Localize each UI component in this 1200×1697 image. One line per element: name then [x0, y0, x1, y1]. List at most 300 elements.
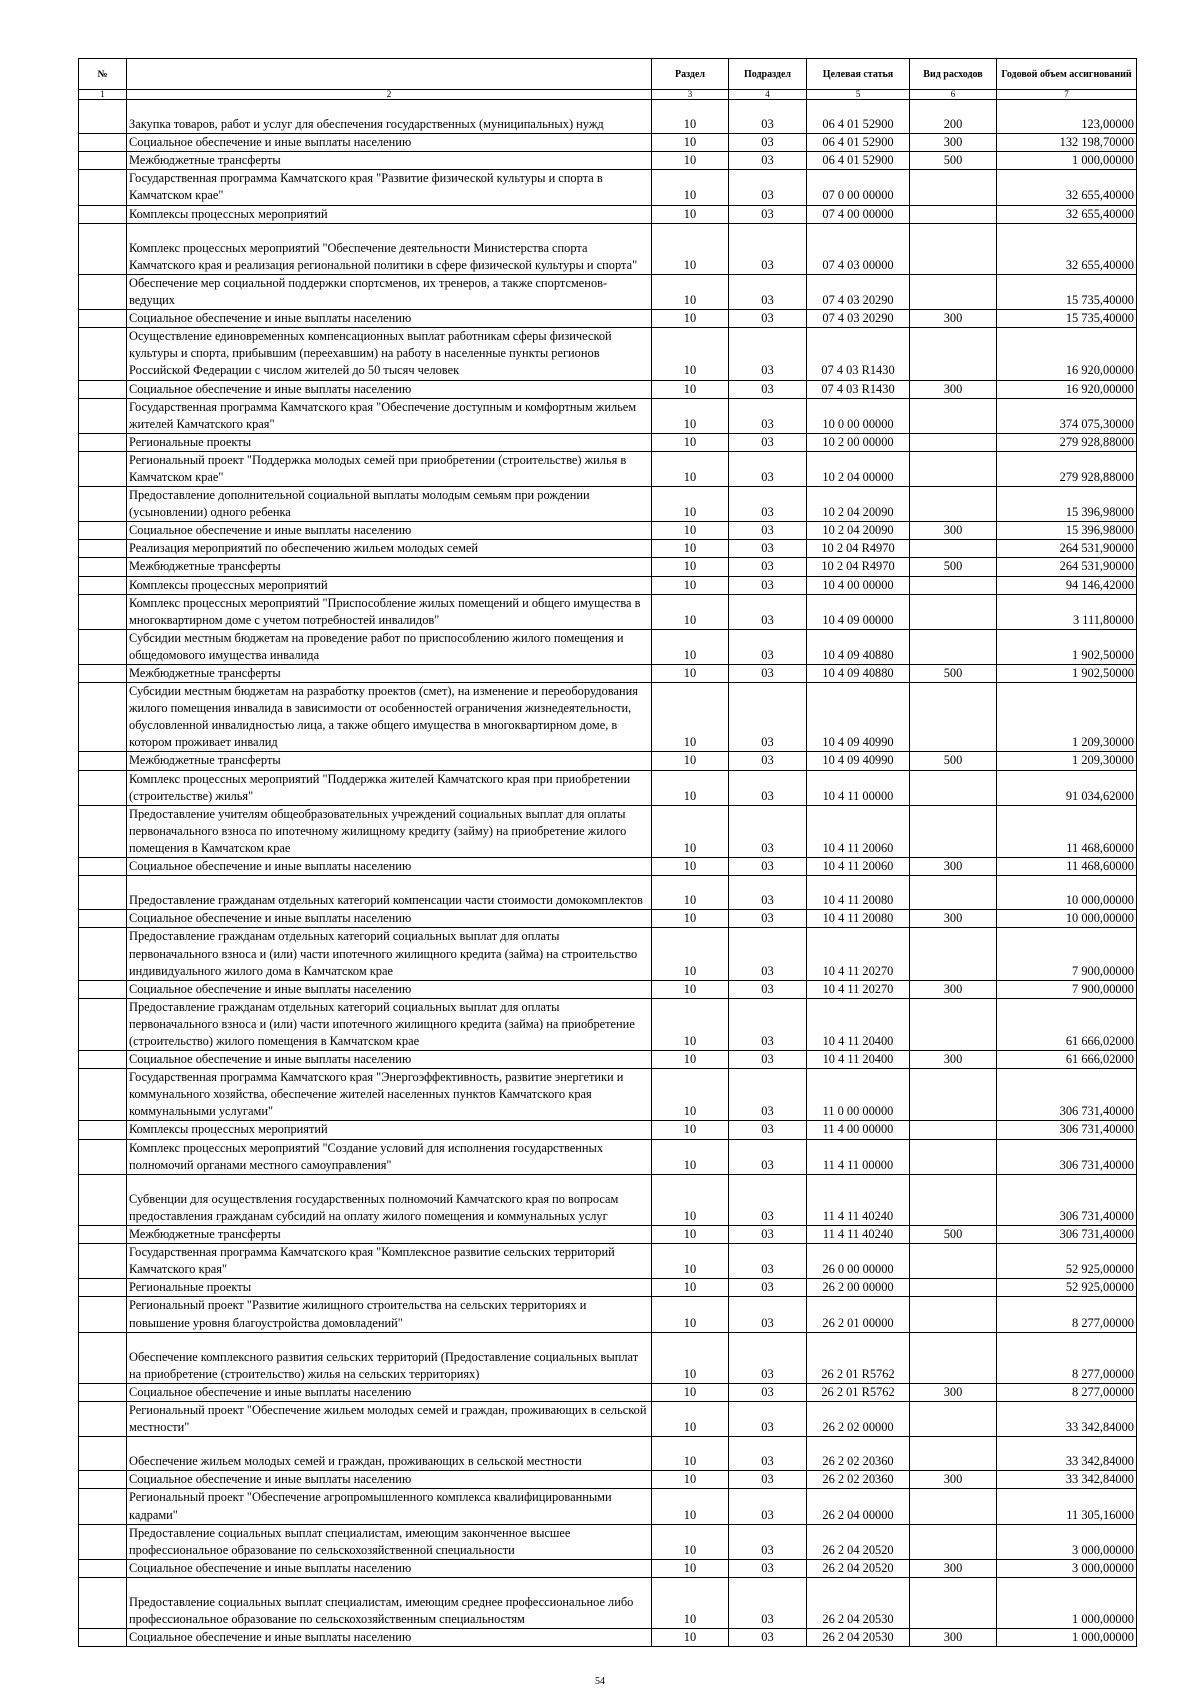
column-number: 3 [652, 90, 729, 100]
row-razdel: 10 [652, 223, 729, 274]
row-razdel: 10 [652, 134, 729, 152]
row-razdel: 10 [652, 1174, 729, 1225]
row-number [79, 1489, 127, 1524]
row-name: Межбюджетные трансферты [127, 665, 652, 683]
table-row [79, 328, 1137, 380]
table-row [79, 274, 1137, 309]
table-row [79, 858, 1137, 876]
row-name: Социальное обеспечение и иные выплаты населению [127, 1051, 652, 1069]
row-razdel: 10 [652, 1279, 729, 1297]
table-row [79, 134, 1137, 152]
row-number [79, 1069, 127, 1121]
row-podrazdel: 03 [729, 223, 807, 274]
row-annual-volume: 132 198,70000 [997, 134, 1137, 152]
row-podrazdel: 03 [729, 1332, 807, 1383]
row-target-article: 26 2 04 20530 [807, 1577, 910, 1628]
row-razdel: 10 [652, 629, 729, 664]
row-number [79, 451, 127, 486]
row-target-article: 26 2 04 20520 [807, 1559, 910, 1577]
row-number [79, 998, 127, 1050]
row-name: Предоставление учителям общеобразовательных учреждений социальных выплат для оплаты первоначального взноса по ипотечному жилищному кредиту (займу) на приобретение жилого помещения в Камчатском крае [127, 805, 652, 857]
row-expense-type: 300 [910, 1383, 997, 1401]
row-podrazdel: 03 [729, 380, 807, 398]
row-expense-type [910, 540, 997, 558]
row-annual-volume: 264 531,90000 [997, 540, 1137, 558]
row-expense-type: 300 [910, 910, 997, 928]
row-target-article: 26 2 01 R5762 [807, 1383, 910, 1401]
row-number [79, 876, 127, 910]
row-razdel: 10 [652, 805, 729, 857]
row-razdel: 10 [652, 770, 729, 805]
row-expense-type: 200 [910, 100, 997, 134]
row-number [79, 629, 127, 664]
row-target-article: 11 4 11 00000 [807, 1139, 910, 1174]
row-annual-volume: 279 928,88000 [997, 433, 1137, 451]
row-annual-volume: 15 735,40000 [997, 310, 1137, 328]
row-razdel: 10 [652, 328, 729, 380]
row-name: Социальное обеспечение и иные выплаты населению [127, 134, 652, 152]
table-row [79, 522, 1137, 540]
row-expense-type [910, 1297, 997, 1332]
row-annual-volume: 94 146,42000 [997, 576, 1137, 594]
table-row [79, 770, 1137, 805]
row-podrazdel: 03 [729, 1577, 807, 1628]
row-annual-volume: 1 000,00000 [997, 152, 1137, 170]
row-name: Предоставление социальных выплат специалистам, имеющим законченное высшее профессиональное образование по сельскохозяйственной специальности [127, 1524, 652, 1559]
row-number [79, 223, 127, 274]
row-podrazdel: 03 [729, 1051, 807, 1069]
row-name: Государственная программа Камчатского края "Комплексное развитие сельских территорий Камчатского края" [127, 1244, 652, 1279]
row-annual-volume: 306 731,40000 [997, 1069, 1137, 1121]
row-annual-volume: 306 731,40000 [997, 1139, 1137, 1174]
table-row [79, 1332, 1137, 1383]
row-name: Социальное обеспечение и иные выплаты населению [127, 1559, 652, 1577]
row-podrazdel: 03 [729, 558, 807, 576]
row-target-article: 07 4 03 20290 [807, 274, 910, 309]
row-razdel: 10 [652, 928, 729, 980]
row-name: Комплексы процессных мероприятий [127, 1121, 652, 1139]
header-annual-volume: Годовой объем ассигнований [997, 59, 1137, 90]
row-razdel: 10 [652, 665, 729, 683]
row-target-article: 07 4 03 20290 [807, 310, 910, 328]
row-name: Комплекс процессных мероприятий "Поддержка жителей Камчатского края при приобретении (строительстве) жилья" [127, 770, 652, 805]
row-razdel: 10 [652, 310, 729, 328]
row-razdel: 10 [652, 1069, 729, 1121]
row-annual-volume: 306 731,40000 [997, 1226, 1137, 1244]
row-expense-type [910, 170, 997, 205]
row-annual-volume: 32 655,40000 [997, 170, 1137, 205]
row-number [79, 1279, 127, 1297]
row-annual-volume: 374 075,30000 [997, 398, 1137, 433]
row-expense-type: 500 [910, 1226, 997, 1244]
row-number [79, 1244, 127, 1279]
row-expense-type [910, 1174, 997, 1225]
row-number [79, 805, 127, 857]
table-row [79, 380, 1137, 398]
row-podrazdel: 03 [729, 310, 807, 328]
row-expense-type [910, 876, 997, 910]
row-annual-volume: 279 928,88000 [997, 451, 1137, 486]
row-podrazdel: 03 [729, 1121, 807, 1139]
column-number: 6 [910, 90, 997, 100]
row-number [79, 1471, 127, 1489]
row-number [79, 380, 127, 398]
table-row [79, 558, 1137, 576]
table-row [79, 451, 1137, 486]
row-expense-type [910, 576, 997, 594]
row-number [79, 928, 127, 980]
row-number [79, 487, 127, 522]
table-row [79, 433, 1137, 451]
row-expense-type [910, 205, 997, 223]
row-podrazdel: 03 [729, 433, 807, 451]
row-razdel: 10 [652, 1383, 729, 1401]
row-podrazdel: 03 [729, 805, 807, 857]
row-name: Социальное обеспечение и иные выплаты населению [127, 910, 652, 928]
row-razdel: 10 [652, 876, 729, 910]
row-podrazdel: 03 [729, 398, 807, 433]
row-podrazdel: 03 [729, 1297, 807, 1332]
row-annual-volume: 61 666,02000 [997, 1051, 1137, 1069]
row-razdel: 10 [652, 522, 729, 540]
row-annual-volume: 11 468,60000 [997, 858, 1137, 876]
row-podrazdel: 03 [729, 629, 807, 664]
row-name: Межбюджетные трансферты [127, 152, 652, 170]
row-annual-volume: 8 277,00000 [997, 1297, 1137, 1332]
row-number [79, 665, 127, 683]
budget-document [78, 58, 1136, 1647]
row-annual-volume: 1 902,50000 [997, 629, 1137, 664]
row-podrazdel: 03 [729, 998, 807, 1050]
table-row [79, 629, 1137, 664]
row-number [79, 1577, 127, 1628]
row-number [79, 170, 127, 205]
row-expense-type [910, 1401, 997, 1436]
row-podrazdel: 03 [729, 1471, 807, 1489]
row-annual-volume: 1 209,30000 [997, 752, 1137, 770]
table-header [79, 59, 1137, 90]
table-row [79, 980, 1137, 998]
row-target-article: 10 4 09 40990 [807, 752, 910, 770]
row-target-article: 11 4 11 40240 [807, 1174, 910, 1225]
row-target-article: 26 2 01 R5762 [807, 1332, 910, 1383]
table-row [79, 1559, 1137, 1577]
row-podrazdel: 03 [729, 980, 807, 998]
row-podrazdel: 03 [729, 487, 807, 522]
row-target-article: 10 4 09 40880 [807, 665, 910, 683]
table-row [79, 594, 1137, 629]
column-number: 1 [79, 90, 127, 100]
row-expense-type: 300 [910, 1629, 997, 1647]
row-annual-volume: 10 000,00000 [997, 876, 1137, 910]
row-target-article: 26 2 04 20520 [807, 1524, 910, 1559]
row-razdel: 10 [652, 1121, 729, 1139]
row-number [79, 770, 127, 805]
row-number [79, 100, 127, 134]
row-expense-type: 300 [910, 980, 997, 998]
row-number [79, 328, 127, 380]
row-name: Государственная программа Камчатского края "Энергоэффективность, развитие энергетики и коммунального хозяйства, обеспечение жителей населенных пунктов Камчатского края коммунальными услугами" [127, 1069, 652, 1121]
row-razdel: 10 [652, 170, 729, 205]
row-annual-volume: 7 900,00000 [997, 980, 1137, 998]
row-number [79, 1226, 127, 1244]
table-row [79, 998, 1137, 1050]
row-name: Региональный проект "Обеспечение агропромышленного комплекса квалифицированными кадрами" [127, 1489, 652, 1524]
row-target-article: 26 0 00 00000 [807, 1244, 910, 1279]
row-podrazdel: 03 [729, 152, 807, 170]
row-expense-type [910, 1577, 997, 1628]
row-name: Субвенции для осуществления государственных полномочий Камчатского края по вопросам предоставления гражданам субсидий на оплату жилого помещения и коммунальных услуг [127, 1174, 652, 1225]
row-expense-type: 300 [910, 858, 997, 876]
row-name: Социальное обеспечение и иные выплаты населению [127, 858, 652, 876]
row-target-article: 10 4 11 20080 [807, 876, 910, 910]
table-row [79, 1524, 1137, 1559]
table-row [79, 910, 1137, 928]
row-number [79, 910, 127, 928]
row-annual-volume: 3 000,00000 [997, 1524, 1137, 1559]
row-target-article: 10 4 11 20400 [807, 998, 910, 1050]
row-target-article: 10 4 11 20060 [807, 805, 910, 857]
row-name: Субсидии местным бюджетам на проведение работ по приспособлению жилого помещения и общедомового имущества инвалида [127, 629, 652, 664]
table-row [79, 1437, 1137, 1471]
row-podrazdel: 03 [729, 665, 807, 683]
table-row [79, 487, 1137, 522]
page-number: 54 [595, 1676, 605, 1687]
row-name: Региональные проекты [127, 433, 652, 451]
row-name: Реализация мероприятий по обеспечению жильем молодых семей [127, 540, 652, 558]
row-number [79, 433, 127, 451]
row-expense-type [910, 1139, 997, 1174]
row-name: Социальное обеспечение и иные выплаты населению [127, 380, 652, 398]
row-name: Предоставление социальных выплат специалистам, имеющим среднее профессиональное либо профессиональное образование по сельскохозяйственным специальностям [127, 1577, 652, 1628]
column-number: 2 [127, 90, 652, 100]
header-target-article: Целевая статья [807, 59, 910, 90]
row-annual-volume: 3 000,00000 [997, 1559, 1137, 1577]
row-expense-type [910, 594, 997, 629]
row-razdel: 10 [652, 451, 729, 486]
table-row [79, 205, 1137, 223]
header-podrazdel: Подраздел [729, 59, 807, 90]
row-expense-type [910, 1069, 997, 1121]
row-annual-volume: 33 342,84000 [997, 1471, 1137, 1489]
row-target-article: 10 2 04 20090 [807, 487, 910, 522]
table-row [79, 1297, 1137, 1332]
header-no: № [79, 59, 127, 90]
row-expense-type: 300 [910, 522, 997, 540]
row-expense-type [910, 1437, 997, 1471]
row-target-article: 07 4 03 R1430 [807, 380, 910, 398]
table-row [79, 1121, 1137, 1139]
row-name: Комплекс процессных мероприятий "Обеспечение деятельности Министерства спорта Камчатского края и реализация региональной политики в сфере физической культуры и спорта" [127, 223, 652, 274]
row-number [79, 540, 127, 558]
row-name: Закупка товаров, работ и услуг для обеспечения государственных (муниципальных) нужд [127, 100, 652, 134]
row-expense-type: 300 [910, 1051, 997, 1069]
row-target-article: 10 4 11 00000 [807, 770, 910, 805]
row-expense-type [910, 770, 997, 805]
row-number [79, 683, 127, 752]
header-name [127, 59, 652, 90]
row-annual-volume: 52 925,00000 [997, 1279, 1137, 1297]
row-annual-volume: 15 735,40000 [997, 274, 1137, 309]
row-annual-volume: 8 277,00000 [997, 1332, 1137, 1383]
row-podrazdel: 03 [729, 1244, 807, 1279]
row-name: Социальное обеспечение и иные выплаты населению [127, 522, 652, 540]
row-podrazdel: 03 [729, 274, 807, 309]
row-number [79, 1297, 127, 1332]
row-target-article: 06 4 01 52900 [807, 134, 910, 152]
row-podrazdel: 03 [729, 858, 807, 876]
row-expense-type [910, 274, 997, 309]
row-podrazdel: 03 [729, 1069, 807, 1121]
row-target-article: 11 4 11 40240 [807, 1226, 910, 1244]
row-annual-volume: 264 531,90000 [997, 558, 1137, 576]
row-razdel: 10 [652, 380, 729, 398]
row-number [79, 274, 127, 309]
table-row [79, 310, 1137, 328]
row-expense-type: 500 [910, 665, 997, 683]
row-target-article: 10 4 11 20080 [807, 910, 910, 928]
row-target-article: 06 4 01 52900 [807, 100, 910, 134]
row-annual-volume: 15 396,98000 [997, 522, 1137, 540]
row-expense-type [910, 683, 997, 752]
row-podrazdel: 03 [729, 928, 807, 980]
row-razdel: 10 [652, 487, 729, 522]
row-number [79, 205, 127, 223]
row-name: Межбюджетные трансферты [127, 1226, 652, 1244]
table-row [79, 665, 1137, 683]
row-expense-type [910, 328, 997, 380]
row-name: Региональный проект "Развитие жилищного строительства на сельских территориях и повышение уровня благоустройства домовладений" [127, 1297, 652, 1332]
row-razdel: 10 [652, 1332, 729, 1383]
row-target-article: 11 4 00 00000 [807, 1121, 910, 1139]
row-number [79, 398, 127, 433]
row-name: Комплекс процессных мероприятий "Приспособление жилых помещений и общего имущества в многоквартирном доме с учетом потребностей инвалидов" [127, 594, 652, 629]
row-name: Комплекс процессных мероприятий "Создание условий для исполнения государственных полномочий органами местного самоуправления" [127, 1139, 652, 1174]
row-name: Социальное обеспечение и иные выплаты населению [127, 310, 652, 328]
row-name: Межбюджетные трансферты [127, 558, 652, 576]
row-razdel: 10 [652, 1244, 729, 1279]
row-expense-type [910, 1121, 997, 1139]
row-name: Комплексы процессных мероприятий [127, 205, 652, 223]
table-row [79, 1471, 1137, 1489]
row-number [79, 1437, 127, 1471]
row-expense-type [910, 223, 997, 274]
row-razdel: 10 [652, 558, 729, 576]
row-name: Предоставление гражданам отдельных категорий социальных выплат для оплаты первоначального взноса и (или) части ипотечного жилищного кредита (займа) на строительство индивидуального жилого дома в Камчатском крае [127, 928, 652, 980]
row-number [79, 1401, 127, 1436]
row-expense-type [910, 1279, 997, 1297]
row-target-article: 26 2 04 20530 [807, 1629, 910, 1647]
column-number: 5 [807, 90, 910, 100]
table-row [79, 1244, 1137, 1279]
row-annual-volume: 1 209,30000 [997, 683, 1137, 752]
table-row [79, 1279, 1137, 1297]
header-expense-type: Вид расходов [910, 59, 997, 90]
row-number [79, 310, 127, 328]
row-podrazdel: 03 [729, 1279, 807, 1297]
row-annual-volume: 52 925,00000 [997, 1244, 1137, 1279]
row-expense-type [910, 629, 997, 664]
row-name: Региональный проект "Поддержка молодых семей при приобретении (строительстве) жилья в Камчатском крае" [127, 451, 652, 486]
row-name: Государственная программа Камчатского края "Обеспечение доступным и комфортным жильем жителей Камчатского края" [127, 398, 652, 433]
row-target-article: 10 4 11 20400 [807, 1051, 910, 1069]
row-annual-volume: 123,00000 [997, 100, 1137, 134]
table-row [79, 152, 1137, 170]
row-expense-type: 300 [910, 134, 997, 152]
row-razdel: 10 [652, 980, 729, 998]
table-row [79, 683, 1137, 752]
row-number [79, 1051, 127, 1069]
row-target-article: 10 2 00 00000 [807, 433, 910, 451]
row-annual-volume: 3 111,80000 [997, 594, 1137, 629]
table-row [79, 1051, 1137, 1069]
row-target-article: 26 2 00 00000 [807, 1279, 910, 1297]
row-razdel: 10 [652, 1524, 729, 1559]
row-razdel: 10 [652, 152, 729, 170]
row-annual-volume: 91 034,62000 [997, 770, 1137, 805]
row-podrazdel: 03 [729, 170, 807, 205]
table-row [79, 928, 1137, 980]
row-expense-type [910, 1524, 997, 1559]
row-razdel: 10 [652, 1139, 729, 1174]
row-razdel: 10 [652, 1577, 729, 1628]
row-name: Региональный проект "Обеспечение жильем молодых семей и граждан, проживающих в сельской местности" [127, 1401, 652, 1436]
table-row [79, 1139, 1137, 1174]
row-annual-volume: 306 731,40000 [997, 1174, 1137, 1225]
row-expense-type [910, 1489, 997, 1524]
row-podrazdel: 03 [729, 205, 807, 223]
row-name: Государственная программа Камчатского края "Развитие физической культуры и спорта в Камчатском крае" [127, 170, 652, 205]
row-razdel: 10 [652, 1629, 729, 1647]
table-row [79, 398, 1137, 433]
row-podrazdel: 03 [729, 1489, 807, 1524]
row-name: Межбюджетные трансферты [127, 752, 652, 770]
table-row [79, 540, 1137, 558]
row-razdel: 10 [652, 752, 729, 770]
row-podrazdel: 03 [729, 683, 807, 752]
table-row [79, 1629, 1137, 1647]
row-number [79, 1121, 127, 1139]
row-name: Обеспечение комплексного развития сельских территорий (Предоставление социальных выплат на приобретение (строительство) жилья на сельских территориях) [127, 1332, 652, 1383]
row-annual-volume: 32 655,40000 [997, 205, 1137, 223]
row-podrazdel: 03 [729, 100, 807, 134]
row-razdel: 10 [652, 398, 729, 433]
row-razdel: 10 [652, 998, 729, 1050]
row-target-article: 26 2 02 00000 [807, 1401, 910, 1436]
row-razdel: 10 [652, 205, 729, 223]
row-number [79, 1332, 127, 1383]
table-row [79, 1383, 1137, 1401]
row-number [79, 1629, 127, 1647]
row-target-article: 10 2 04 R4970 [807, 540, 910, 558]
row-razdel: 10 [652, 1559, 729, 1577]
row-name: Осуществление единовременных компенсационных выплат работникам сферы физической культуры и спорта, прибывшим (переехавшим) на работу в населенные пункты регионов Российской Федерации с числом жителей до 50 тысяч человек [127, 328, 652, 380]
row-razdel: 10 [652, 858, 729, 876]
column-number: 4 [729, 90, 807, 100]
row-annual-volume: 7 900,00000 [997, 928, 1137, 980]
row-podrazdel: 03 [729, 1174, 807, 1225]
row-target-article: 10 4 00 00000 [807, 576, 910, 594]
row-expense-type: 300 [910, 310, 997, 328]
table-row [79, 1069, 1137, 1121]
row-annual-volume: 1 902,50000 [997, 665, 1137, 683]
row-name: Предоставление гражданам отдельных категорий социальных выплат для оплаты первоначального взноса и (или) части ипотечного жилищного кредита (займа) на приобретение (строительство) жилого помещения в Камчатском крае [127, 998, 652, 1050]
row-target-article: 10 4 11 20270 [807, 928, 910, 980]
row-razdel: 10 [652, 1489, 729, 1524]
row-expense-type: 500 [910, 152, 997, 170]
row-podrazdel: 03 [729, 910, 807, 928]
row-annual-volume: 10 000,00000 [997, 910, 1137, 928]
